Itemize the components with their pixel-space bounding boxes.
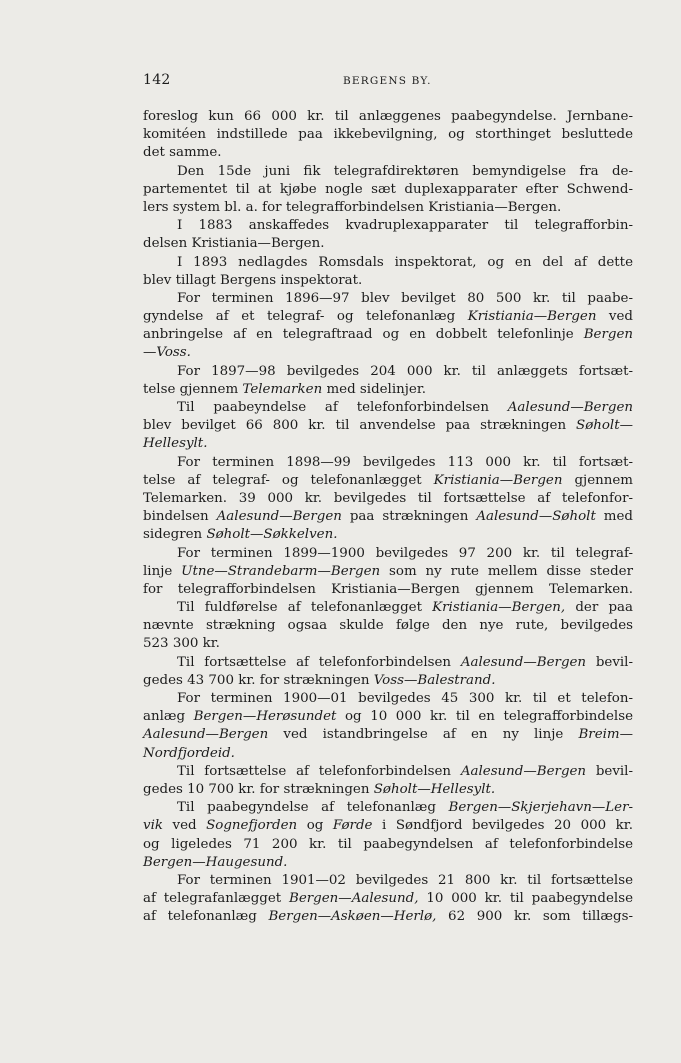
text-line: For terminen 1896—97 blev bevilget 80 500 kr. til paabe- bbox=[177, 290, 633, 306]
text-line: For terminen 1901—02 bevilgedes 21 800 kr. til fortsættelse bbox=[177, 872, 633, 888]
text-line: Til paabegyndelse af telefonanlæg Bergen—Skjerjehavn—Ler- bbox=[177, 800, 633, 816]
text-line: linje Utne—Strandebarm—Bergen som ny rute mellem disse steder bbox=[143, 563, 633, 579]
text-line: delsen Kristiania—Bergen. bbox=[143, 236, 325, 252]
text-line: —Voss. bbox=[143, 345, 191, 361]
text-line: blev bevilget 66 800 kr. til anvendelse paa strækningen Søholt— bbox=[143, 418, 633, 434]
text-line: gedes 43 700 kr. for strækningen Voss—Balestrand. bbox=[143, 672, 496, 688]
text-line: sidegren Søholt—Søkkelven. bbox=[143, 527, 338, 543]
text-line: gyndelse af et telegraf- og telefonanlæg Kristiania—Bergen ved bbox=[143, 309, 633, 325]
text-line: foreslog kun 66 000 kr. til anlæggenes paabegyndelse. Jernbane- bbox=[143, 109, 633, 124]
text-line: Den 15de juni fik telegrafdirektøren bemyndigelse fra de- bbox=[177, 163, 633, 179]
text-line: gedes 10 700 kr. for strækningen Søholt—Hellesylt. bbox=[143, 781, 496, 797]
text-line: lers system bl. a. for telegrafforbindelsen Kristiania—Bergen. bbox=[143, 199, 562, 215]
text-line: Aalesund—Bergen ved istandbringelse af en ny linje Breim— bbox=[143, 727, 633, 743]
text-line: telse af telegraf- og telefonanlægget Kristiania—Bergen gjennem bbox=[143, 472, 634, 488]
text-line: anbringelse af en telegraftraad og en dobbelt telefonlinje Bergen bbox=[143, 327, 633, 343]
text-line: af telefonanlæg Bergen—Askøen—Herlø, 62 900 kr. som tillægs- bbox=[143, 909, 633, 925]
text-line: af telegrafanlægget Bergen—Aalesund, 10 000 kr. til paabegyndelse bbox=[143, 891, 634, 907]
text-line: For 1897—98 bevilgedes 204 000 kr. til anlæggets fortsæt- bbox=[177, 363, 633, 379]
text-line: bindelsen Aalesund—Bergen paa strækningen Aalesund—Søholt med bbox=[143, 509, 633, 525]
text-line: Til fuldførelse af telefonanlægget Kristiania—Bergen, der paa bbox=[177, 600, 633, 616]
text-line: partementet til at kjøbe nogle sæt duplexapparater efter Schwend- bbox=[143, 181, 633, 197]
text-line: 523 300 kr. bbox=[143, 636, 220, 652]
text-line: telse gjennem Telemarken med sidelinjer. bbox=[143, 381, 427, 397]
text-line: Telemarken. 39 000 kr. bevilgedes til fortsættelse af telefonfor- bbox=[143, 490, 633, 506]
text-line: vik ved Sognefjorden og Førde i Søndfjord bevilgedes 20 000 kr. bbox=[143, 818, 633, 834]
text-line: I 1883 anskaffedes kvadruplexapparater til telegrafforbin- bbox=[177, 218, 633, 234]
text-line: Bergen—Haugesund. bbox=[143, 854, 288, 870]
text-line: Til fortsættelse af telefonforbindelsen Aalesund—Bergen bevil- bbox=[177, 763, 633, 779]
text-line: for telegrafforbindelsen Kristiania—Bergen gjennem Telemarken. bbox=[143, 581, 633, 597]
text-line: Nordfjordeid. bbox=[143, 745, 235, 761]
page-header bbox=[143, 72, 633, 92]
text-line: Hellesylt. bbox=[143, 436, 208, 452]
text-line: For terminen 1898—99 bevilgedes 113 000 kr. til fortsæt- bbox=[177, 454, 633, 470]
body-text bbox=[143, 108, 633, 926]
text-line: komitéen indstillede paa ikkebevilgning, og storthinget besluttede bbox=[143, 127, 633, 143]
text-line: For terminen 1899—1900 bevilgedes 97 200 kr. til telegraf- bbox=[177, 545, 633, 561]
text-line: I 1893 nedlagdes Romsdals inspektorat, og en del af dette bbox=[177, 254, 633, 270]
running-title: BERGENS BY. bbox=[343, 75, 432, 87]
text-line: Til fortsættelse af telefonforbindelsen Aalesund—Bergen bevil- bbox=[177, 654, 633, 670]
text-line: og ligeledes 71 200 kr. til paabegyndelsen af telefonforbindelse bbox=[143, 836, 633, 852]
text-line: blev tillagt Bergens inspektorat. bbox=[143, 272, 363, 288]
text-line: Til paabeyndelse af telefonforbindelsen Aalesund—Bergen bbox=[177, 400, 633, 415]
text-line: nævnte strækning ogsaa skulde følge den nye rute, bevilgedes bbox=[143, 618, 633, 634]
text-line: anlæg Bergen—Herøsundet og 10 000 kr. til en telegrafforbindelse bbox=[143, 709, 633, 725]
text-line: For terminen 1900—01 bevilgedes 45 300 kr. til et telefon- bbox=[177, 691, 633, 706]
page-number: 142 bbox=[143, 72, 171, 88]
text-line: det samme. bbox=[143, 145, 222, 161]
